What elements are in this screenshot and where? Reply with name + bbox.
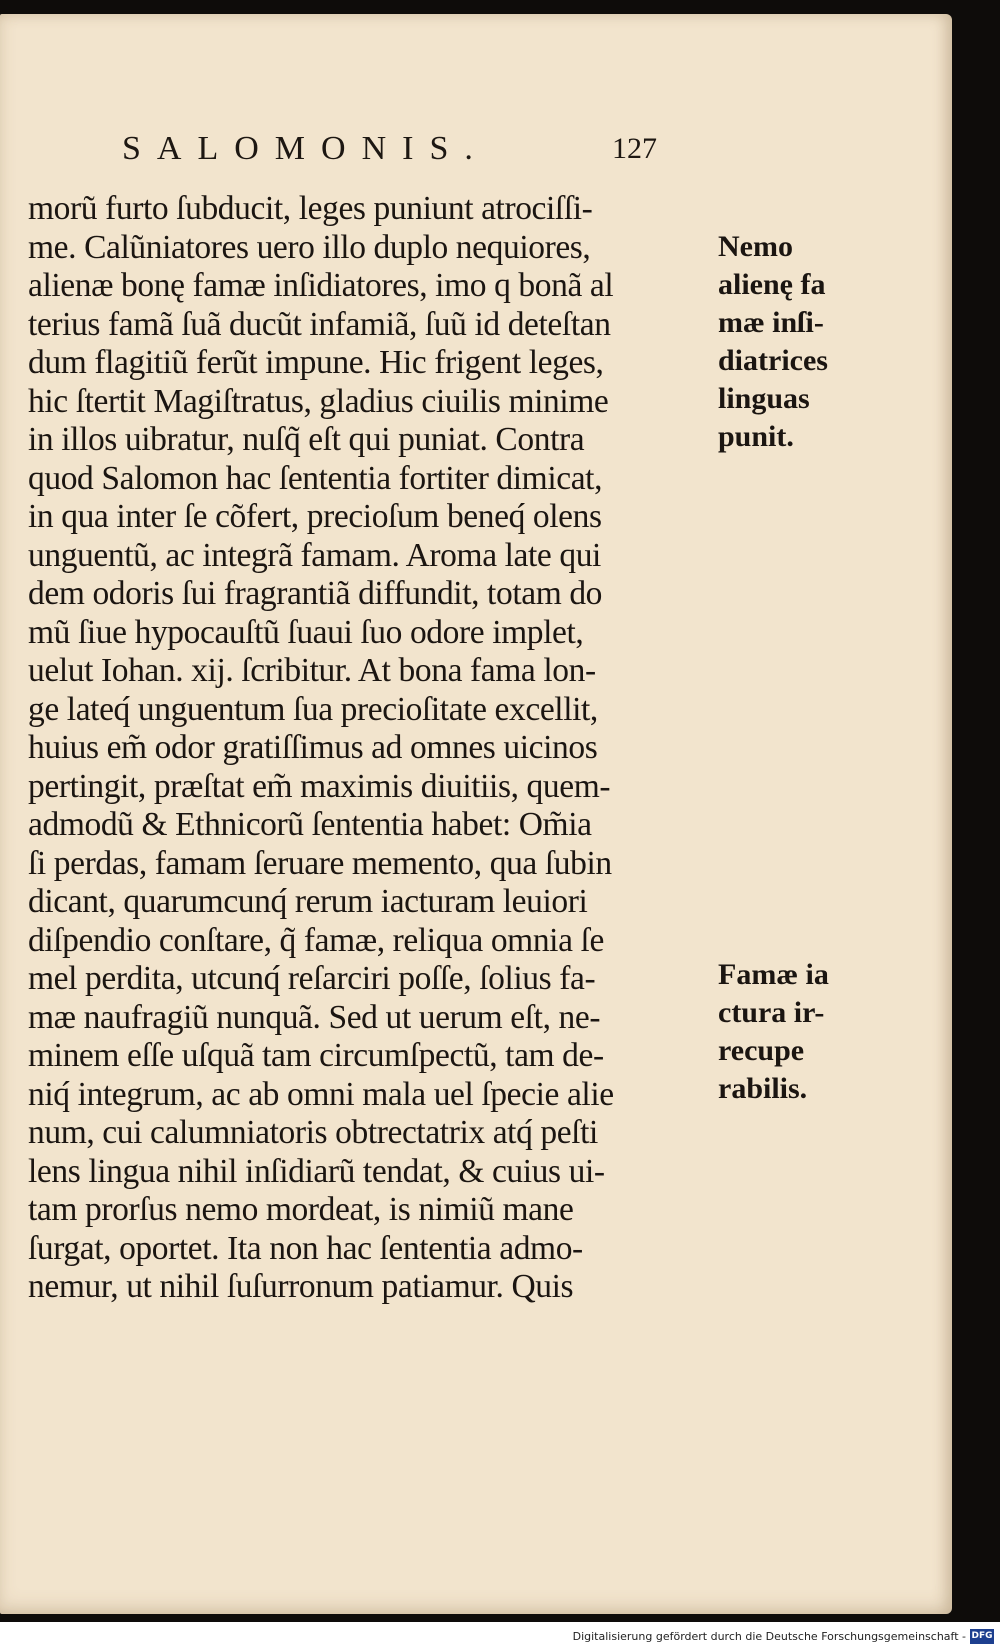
text-line: unguentũ, ac integrã famam. Aroma late qui bbox=[28, 536, 601, 574]
text-line: morũ furto ſubducit, leges puniunt atrociſſi- bbox=[28, 190, 593, 227]
digitization-footer bbox=[0, 1622, 1000, 1652]
page-header bbox=[0, 114, 952, 184]
marginal-note-reputation bbox=[718, 956, 848, 1108]
text-line: in qua inter ſe cõfert, precioſum beneq́ olens bbox=[28, 498, 602, 535]
marginal-note-line: rabilis. bbox=[718, 1072, 808, 1105]
book-page bbox=[0, 14, 952, 1614]
text-line: pertingit, præſtat em̃ maximis diuitiis, quem- bbox=[28, 767, 611, 805]
text-line: lens lingua nihil inſidiarũ tendat, & cuius ui- bbox=[28, 1152, 605, 1190]
marginal-note-line: alienę fa bbox=[718, 268, 826, 301]
text-line: quod Salomon hac ſententia fortiter dimicat, bbox=[28, 459, 603, 497]
text-line: ſi perdas, famam ſeruare memento, qua ſubin bbox=[28, 844, 612, 882]
text-line: hic ſtertit Magiſtratus, gladius ciuilis minime bbox=[28, 382, 609, 420]
text-line: huius em̃ odor gratiſſimus ad omnes uicinos bbox=[28, 729, 598, 766]
marginal-note-line: ctura ir- bbox=[718, 996, 825, 1029]
text-line: dem odoris ſui fragrantiã diffundit, totam do bbox=[28, 575, 603, 612]
marginal-note-line: Famæ ia bbox=[718, 958, 829, 991]
text-line: diſpendio conſtare, q̃ famæ, reliqua omnia ſe bbox=[28, 921, 604, 959]
main-text-block bbox=[28, 190, 720, 1307]
text-line: mũ ſiue hypocauſtũ ſuaui ſuo odore implet, bbox=[28, 613, 584, 651]
text-line: admodũ & Ethnicorũ ſententia habet: Om̃ia bbox=[28, 806, 592, 843]
text-line: uelut Iohan. xij. ſcribitur. At bona fama lon- bbox=[28, 652, 596, 689]
page-number: 127 bbox=[612, 132, 657, 165]
marginal-note-calumny bbox=[718, 228, 848, 456]
marginal-note-line: punit. bbox=[718, 420, 794, 453]
text-line: mæ naufragiũ nunquã. Sed ut uerum eſt, ne- bbox=[28, 998, 601, 1036]
text-line: me. Calũniatores uero illo duplo nequiores, bbox=[28, 228, 591, 266]
marginal-note-line: diatrices bbox=[718, 344, 828, 377]
funding-credit: Digitalisierung gefördert durch die Deutsche Forschungsgemeinschaft - bbox=[572, 1630, 966, 1643]
text-line: dum flagitiũ ferũt impune. Hic frigent leges, bbox=[28, 344, 604, 381]
text-line: nemur, ut nihil ſuſurronum patiamur. Quis bbox=[28, 1268, 574, 1305]
dfg-logo: DFG bbox=[970, 1629, 994, 1644]
text-line: minem eſſe uſquã tam circumſpectũ, tam de- bbox=[28, 1037, 604, 1074]
text-line: alienæ bonę famæ inſidiatores, imo q bonã al bbox=[28, 267, 614, 304]
running-title: SALOMONIS. bbox=[122, 130, 489, 167]
text-line: dicant, quarumcunq́ rerum iacturam leuiori bbox=[28, 883, 588, 920]
marginal-note-line: mæ inſi- bbox=[718, 306, 824, 339]
text-line: in illos uibratur, nuſq̃ eſt qui puniat. Contra bbox=[28, 421, 585, 458]
text-line: ge lateq́ unguentum ſua precioſitate excellit, bbox=[28, 690, 598, 728]
text-line: ſurgat, oportet. Ita non hac ſententia admo- bbox=[28, 1229, 583, 1267]
text-line: num, cui calumniatoris obtrectatrix atq́ peſti bbox=[28, 1114, 598, 1151]
marginal-note-line: Nemo bbox=[718, 230, 793, 263]
marginal-note-line: linguas bbox=[718, 382, 810, 415]
marginal-note-line: recupe bbox=[718, 1034, 805, 1067]
text-line: terius famã ſuã ducũt infamiã, ſuũ id deteſtan bbox=[28, 305, 611, 343]
text-line: niq́ integrum, ac ab omni mala uel ſpecie alie bbox=[28, 1075, 614, 1113]
text-line: tam prorſus nemo mordeat, is nimiũ mane bbox=[28, 1191, 574, 1228]
text-line: mel perdita, utcunq́ reſarciri poſſe, ſolius fa- bbox=[28, 960, 596, 997]
